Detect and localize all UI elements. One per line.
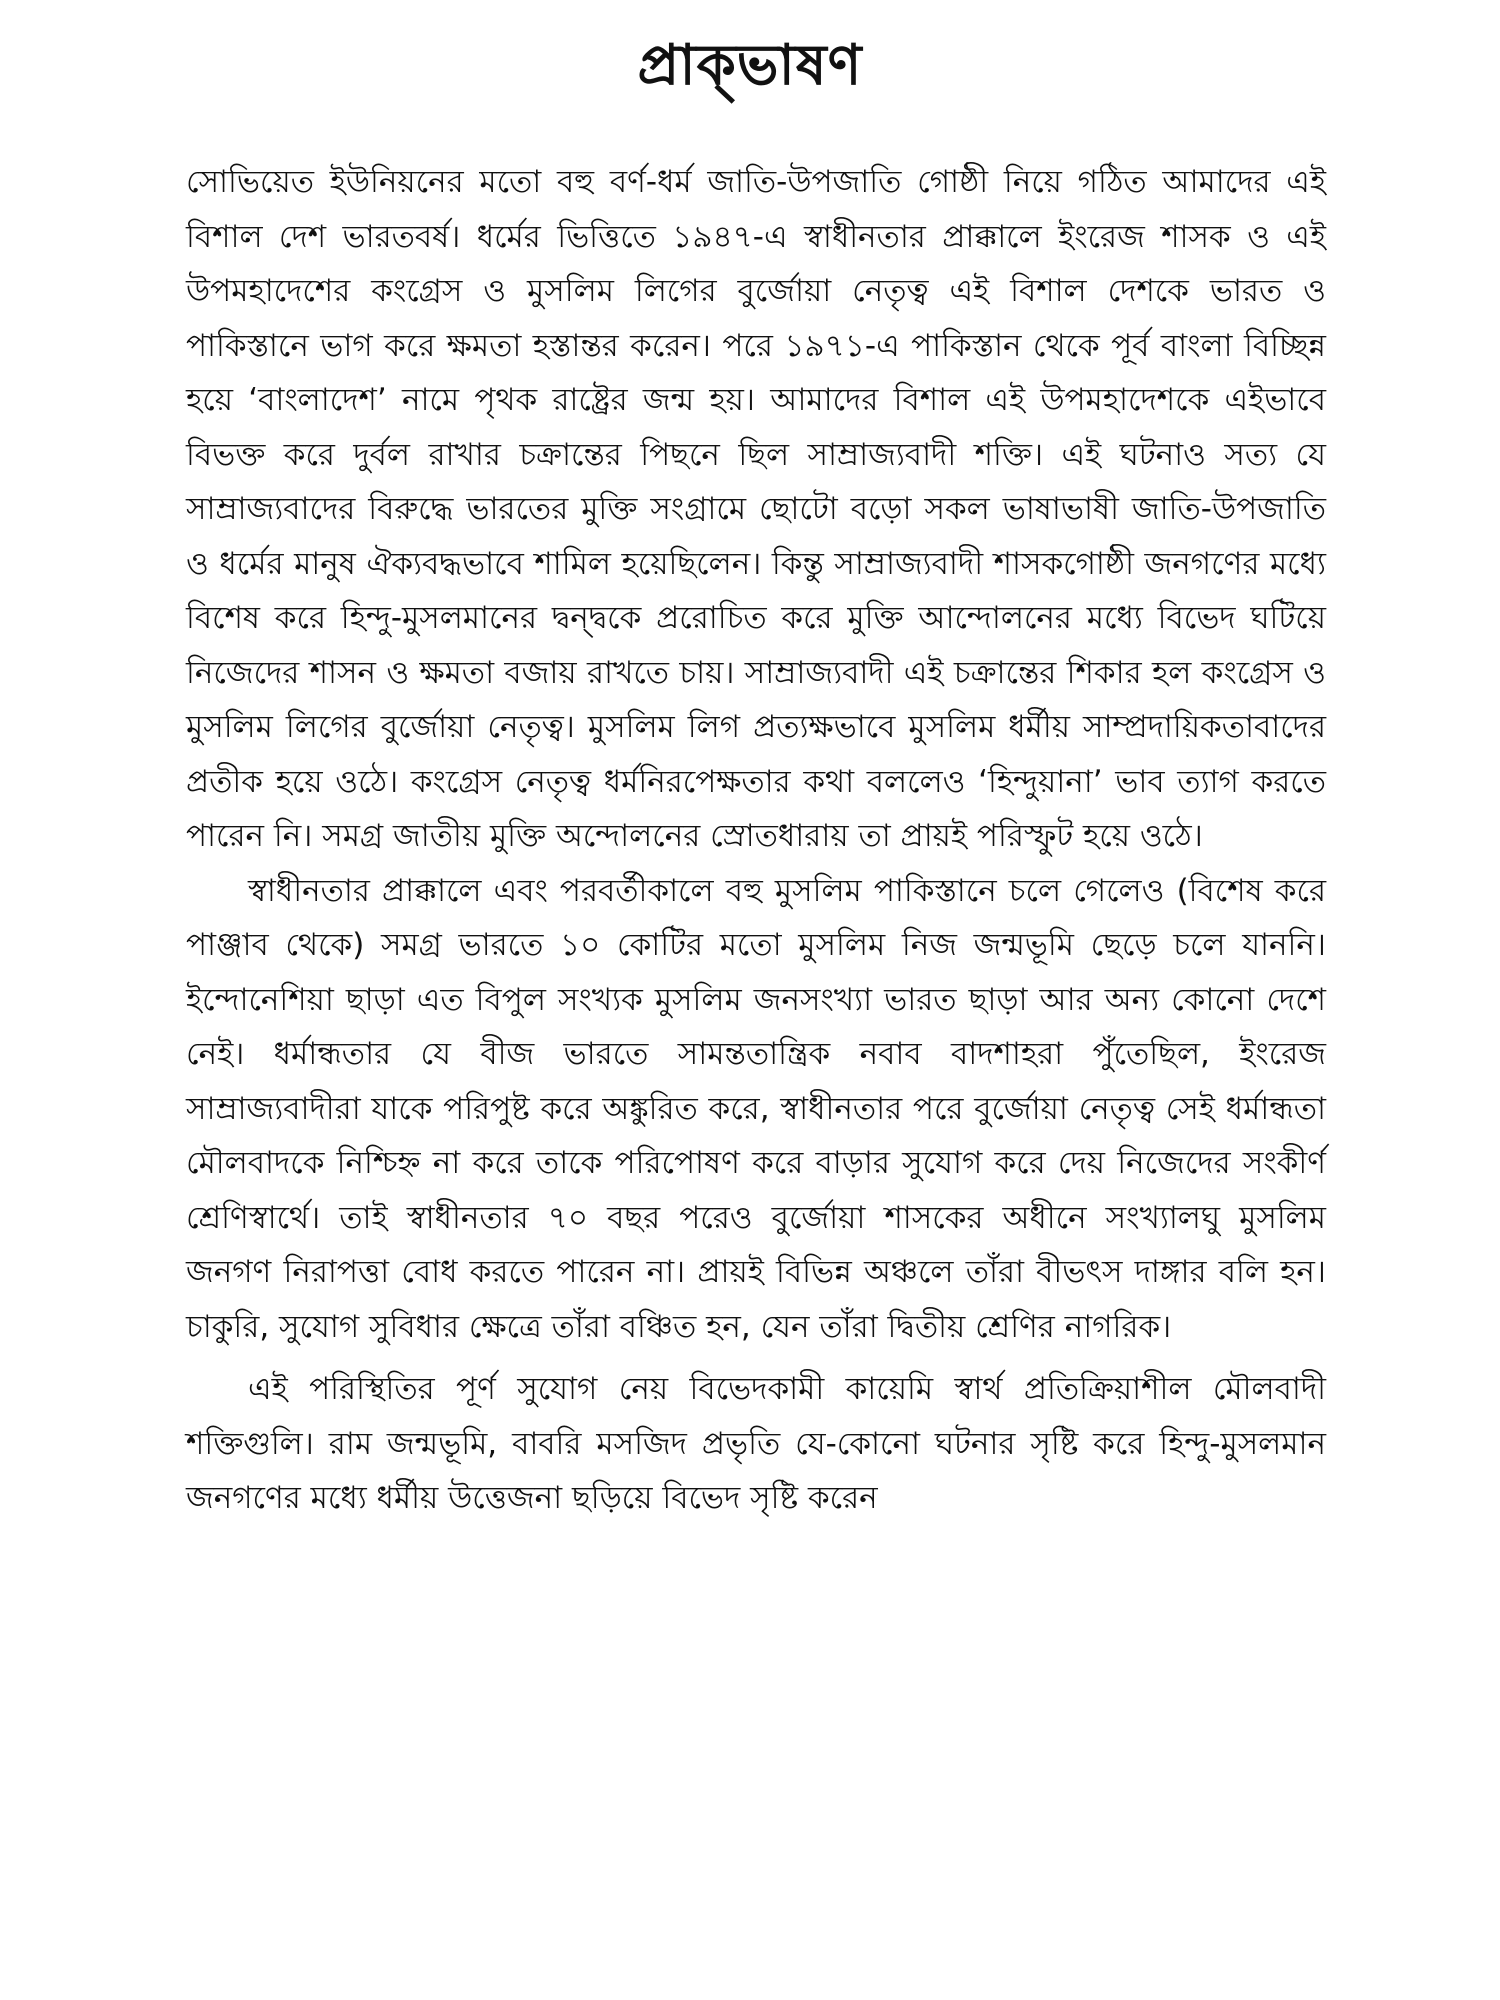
page-title: প্রাক্‌ভাষণ — [637, 33, 863, 98]
paragraph-1: সোভিয়েত ইউনিয়নের মতো বহু বর্ণ-ধর্ম জাতি-উপজাতি গোষ্ঠী নিয়ে গঠিত আমাদের এই বিশাল দেশ ভারতবর্ষ। ধর্মের ভিত্তিতে ১৯৪৭-এ স্বাধীনতার প্রাক্কালে ইংরেজ শাসক ও এই উপমহাদেশের কংগ্রেস ও মুসলিম লিগের বুর্জোয়া নেতৃত্ব এই বিশাল দেশকে ভারত ও পাকিস্তানে ভাগ করে ক্ষমতা হস্তান্তর করেন। পরে ১৯৭১-এ পাকিস্তান থেকে পূর্ব বাংলা বিচ্ছিন্ন হয়ে ‘বাংলাদেশ’ নামে পৃথক রাষ্ট্রের জন্ম হয়। আমাদের বিশাল এই উপমহাদেশকে এইভাবে বিভক্ত করে দুর্বল রাখার চক্রান্তের পিছনে ছিল সাম্রাজ্যবাদী শক্তি। এই ঘটনাও সত্য যে সাম্রাজ্যবাদের বিরুদ্ধে ভারতের মুক্তি সংগ্রামে ছোটো বড়ো সকল ভাষাভাষী জাতি-উপজাতি ও ধর্মের মানুষ ঐক্যবদ্ধভাবে শামিল হয়েছিলেন। কিন্তু সাম্রাজ্যবাদী শাসকগোষ্ঠী জনগণের মধ্যে বিশেষ করে হিন্দু-মুসলমানের দ্বন্দ্বকে প্ররোচিত করে মুক্তি আন্দোলনের মধ্যে বিভেদ ঘটিয়ে নিজেদের শাসন ও ক্ষমতা বজায় রাখতে চায়। সাম্রাজ্যবাদী এই চক্রান্তের শিকার হল কংগ্রেস ও মুসলিম লিগের বুর্জোয়া নেতৃত্ব। মুসলিম লিগ প্রত্যক্ষভাবে মুসলিম ধর্মীয় সাম্প্রদায়িকতাবাদের প্রতীক হয়ে ওঠে। কংগ্রেস নেতৃত্ব ধর্মনিরপেক্ষতার কথা বললেও ‘হিন্দুয়ানা’ ভাব ত্যাগ করতে পারেন নি। সমগ্র জাতীয় মুক্তি অন্দোলনের স্রোতধারায় তা প্রায়ই পরিস্ফুট হয়ে ওঠে। — [186, 164, 1326, 854]
document-body — [186, 155, 1326, 1526]
paragraph-2: স্বাধীনতার প্রাক্কালে এবং পরবর্তীকালে বহু মুসলিম পাকিস্তানে চলে গেলেও (বিশেষ করে পাঞ্জাব থেকে) সমগ্র ভারতে ১০ কোটির মতো মুসলিম নিজ জন্মভূমি ছেড়ে চলে যাননি। ইন্দোনেশিয়া ছাড়া এত বিপুল সংখ্যক মুসলিম জনসংখ্যা ভারত ছাড়া আর অন্য কোনো দেশে নেই। ধর্মান্ধতার যে বীজ ভারতে সামন্ততান্ত্রিক নবাব বাদশাহরা পুঁতেছিল, ইংরেজ সাম্রাজ্যবাদীরা যাকে পরিপুষ্ট করে অঙ্কুরিত করে, স্বাধীনতার পরে বুর্জোয়া নেতৃত্ব সেই ধর্মান্ধতা মৌলবাদকে নিশ্চিহ্ন না করে তাকে পরিপোষণ করে বাড়ার সুযোগ করে দেয় নিজেদের সংকীর্ণ শ্রেণিস্বার্থে। তাই স্বাধীনতার ৭০ বছর পরেও বুর্জোয়া শাসকের অধীনে সংখ্যালঘু মুসলিম জনগণ নিরাপত্তা বোধ করতে পারেন না। প্রায়ই বিভিন্ন অঞ্চলে তাঁরা বীভৎস দাঙ্গার বলি হন। চাকুরি, সুযোগ সুবিধার ক্ষেত্রে তাঁরা বঞ্চিত হন, যেন তাঁরা দ্বিতীয় শ্রেণির নাগরিক। — [186, 872, 1326, 1345]
paragraph-3: এই পরিস্থিতির পূর্ণ সুযোগ নেয় বিভেদকামী কায়েমি স্বার্থ প্রতিক্রিয়াশীল মৌলবাদী শক্তিগুলি। রাম জন্মভূমি, বাবরি মসজিদ প্রভৃতি যে-কোনো ঘটনার সৃষ্টি করে হিন্দু-মুসলমান জনগণের মধ্যে ধর্মীয় উত্তেজনা ছড়িয়ে বিভেদ সৃষ্টি করেন — [186, 1371, 1326, 1516]
